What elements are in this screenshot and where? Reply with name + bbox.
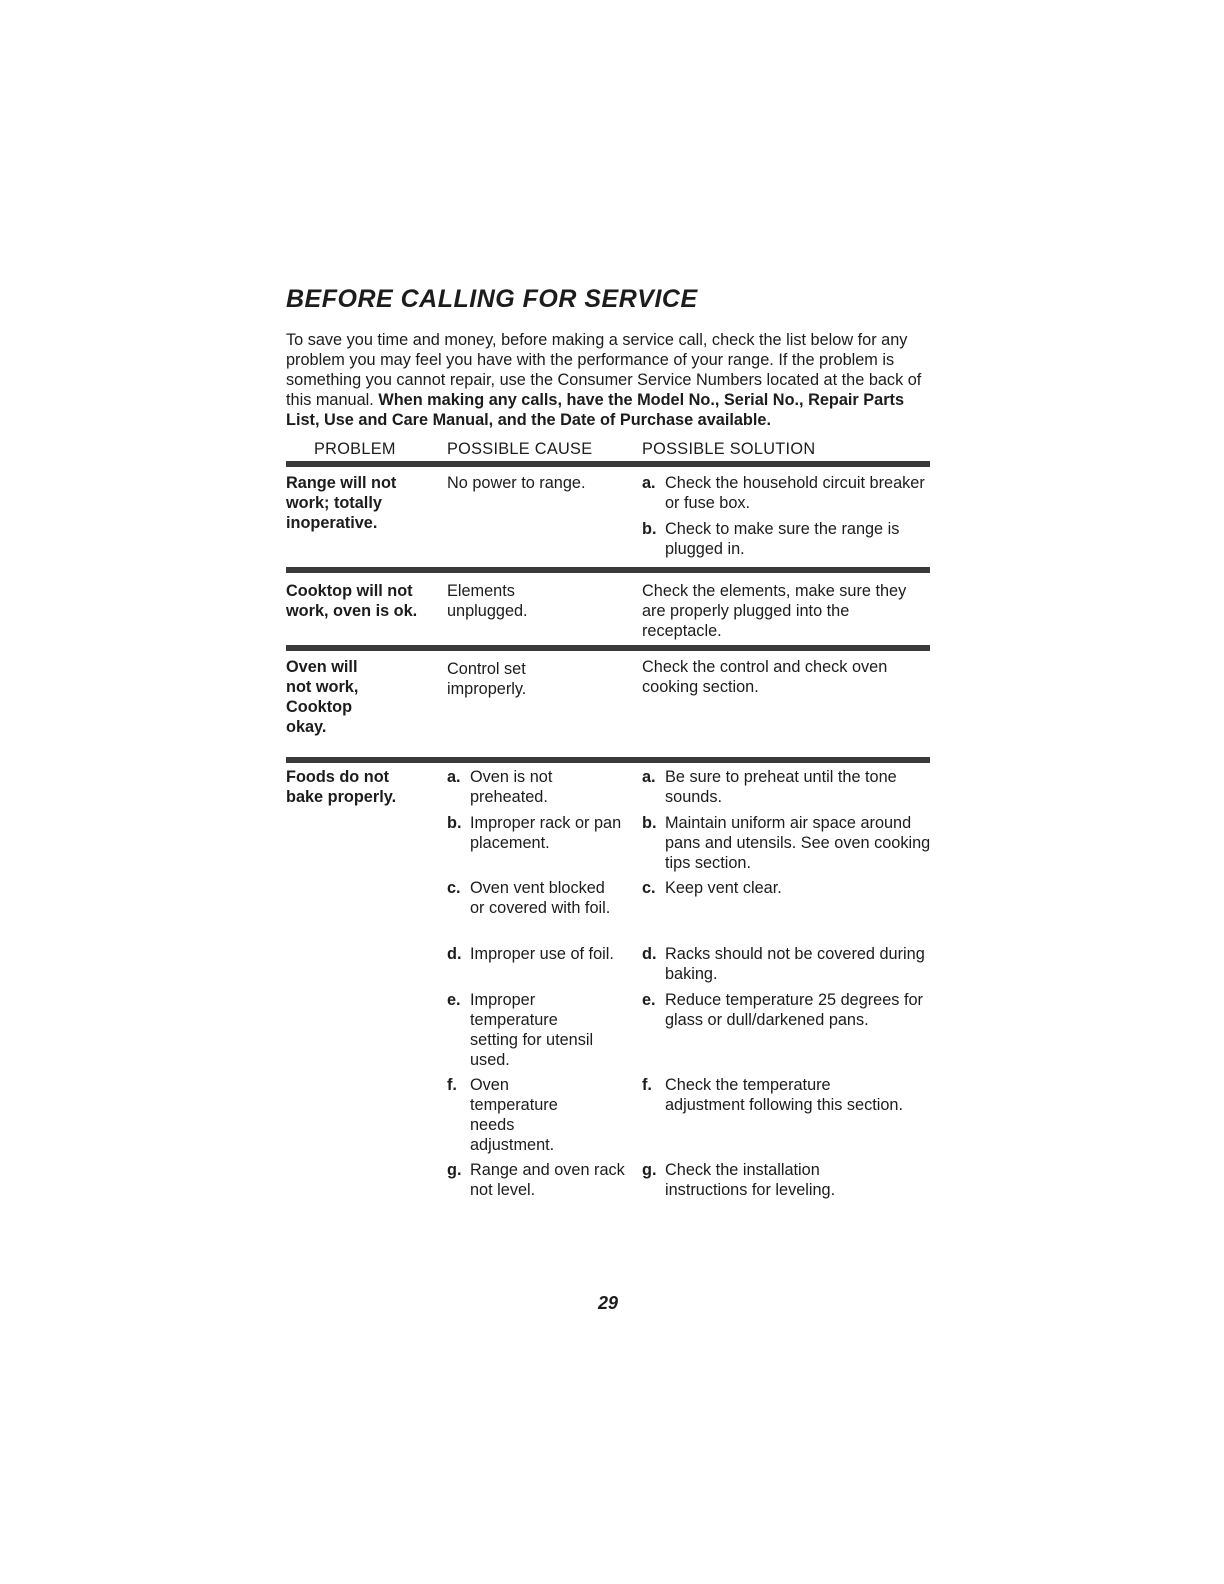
item-text: Be sure to preheat until the tone sounds. — [665, 768, 897, 806]
page-title: BEFORE CALLING FOR SERVICE — [286, 285, 698, 313]
item-text: Oven temperature needs adjustment. — [470, 1076, 558, 1154]
item-letter: b. — [642, 520, 657, 538]
item-text: Oven is not preheated. — [470, 768, 553, 806]
item-text: Improper rack or pan placement. — [470, 814, 622, 852]
item-letter: e. — [447, 991, 461, 1009]
item-text: Maintain uniform air space around pans and utensils. See oven cooking tips section. — [665, 814, 931, 872]
item-letter: f. — [642, 1076, 652, 1094]
item-letter: d. — [447, 945, 462, 963]
item-letter: a. — [642, 768, 656, 786]
item-text: Check the household circuit breaker or fuse box. — [665, 474, 925, 512]
row-problem: Cooktop will not work, oven is ok. — [286, 582, 418, 620]
item-letter: c. — [642, 879, 656, 897]
row-solution — [642, 473, 930, 565]
cause-item — [447, 767, 615, 807]
table-row — [286, 763, 930, 1203]
item-letter: a. — [642, 474, 656, 492]
item-text: Improper temperature setting for utensil used. — [470, 991, 594, 1069]
solution-item — [642, 1160, 905, 1200]
row-cause: Control set improperly. — [447, 660, 527, 698]
item-text: Racks should not be covered during baking. — [665, 945, 925, 983]
item-letter: c. — [447, 879, 461, 897]
cause-item — [447, 813, 630, 853]
item-text: Oven vent blocked or covered with foil. — [470, 879, 611, 917]
header-problem: PROBLEM — [314, 440, 396, 458]
row-solution: Check the control and check oven cooking section. — [642, 658, 888, 696]
row-cause: Elements unplugged. — [447, 582, 528, 620]
cause-item — [447, 878, 615, 918]
item-text: Keep vent clear. — [665, 879, 782, 897]
item-letter: g. — [642, 1161, 657, 1179]
header-solution: POSSIBLE SOLUTION — [642, 440, 816, 458]
item-text: Check the installation instructions for leveling. — [665, 1161, 836, 1199]
intro-paragraph — [286, 330, 930, 430]
solution-item — [642, 1075, 905, 1115]
item-letter: g. — [447, 1161, 462, 1179]
item-text: Check to make sure the range is plugged in. — [665, 520, 900, 558]
item-letter: d. — [642, 945, 657, 963]
item-letter: b. — [642, 814, 657, 832]
row-solution: Check the elements, make sure they are properly plugged into the receptacle. — [642, 582, 907, 640]
solution-item — [642, 813, 935, 873]
solution-item — [642, 473, 930, 513]
item-letter: b. — [447, 814, 462, 832]
row-problem: Foods do not bake properly. — [286, 768, 397, 806]
item-letter: f. — [447, 1076, 457, 1094]
header-cause: POSSIBLE CAUSE — [447, 440, 593, 458]
row-cause: No power to range. — [447, 474, 586, 492]
solution-item — [642, 767, 953, 807]
intro-bold-text: When making any calls, have the Model No., Serial No., Repair Parts List, Use and Care Manual, and the Date of Purchase available. — [286, 391, 905, 429]
table-header — [286, 437, 930, 461]
solution-item — [642, 519, 930, 559]
table-row — [286, 573, 930, 645]
cause-item — [447, 990, 595, 1070]
item-text: Check the temperature adjustment following this section. — [665, 1076, 904, 1114]
item-text: Improper use of foil. — [470, 945, 614, 963]
intro-text: To save you time and money, before making a service call, check the list below for any problem you may feel you have with the performance of your range. If the problem is something you cannot repair, use the Consumer Service Numbers located at the back of this manual. — [286, 331, 922, 409]
table-row — [286, 467, 930, 567]
table-row — [286, 651, 930, 757]
solution-item — [642, 878, 953, 898]
solution-item — [642, 990, 953, 1030]
cause-item — [447, 1160, 635, 1200]
cause-item — [447, 944, 615, 964]
row-problem: Oven will not work, Cooktop okay. — [286, 658, 359, 736]
item-text: Range and oven rack not level. — [470, 1161, 625, 1199]
item-letter: a. — [447, 768, 461, 786]
manual-page — [286, 282, 930, 1203]
item-text: Reduce temperature 25 degrees for glass or dull/darkened pans. — [665, 991, 923, 1029]
cause-item — [447, 1075, 595, 1155]
row-problem: Range will not work; totally inoperative. — [286, 474, 397, 532]
solution-item — [642, 944, 935, 984]
page-number: 29 — [597, 1293, 619, 1313]
item-letter: e. — [642, 991, 656, 1009]
